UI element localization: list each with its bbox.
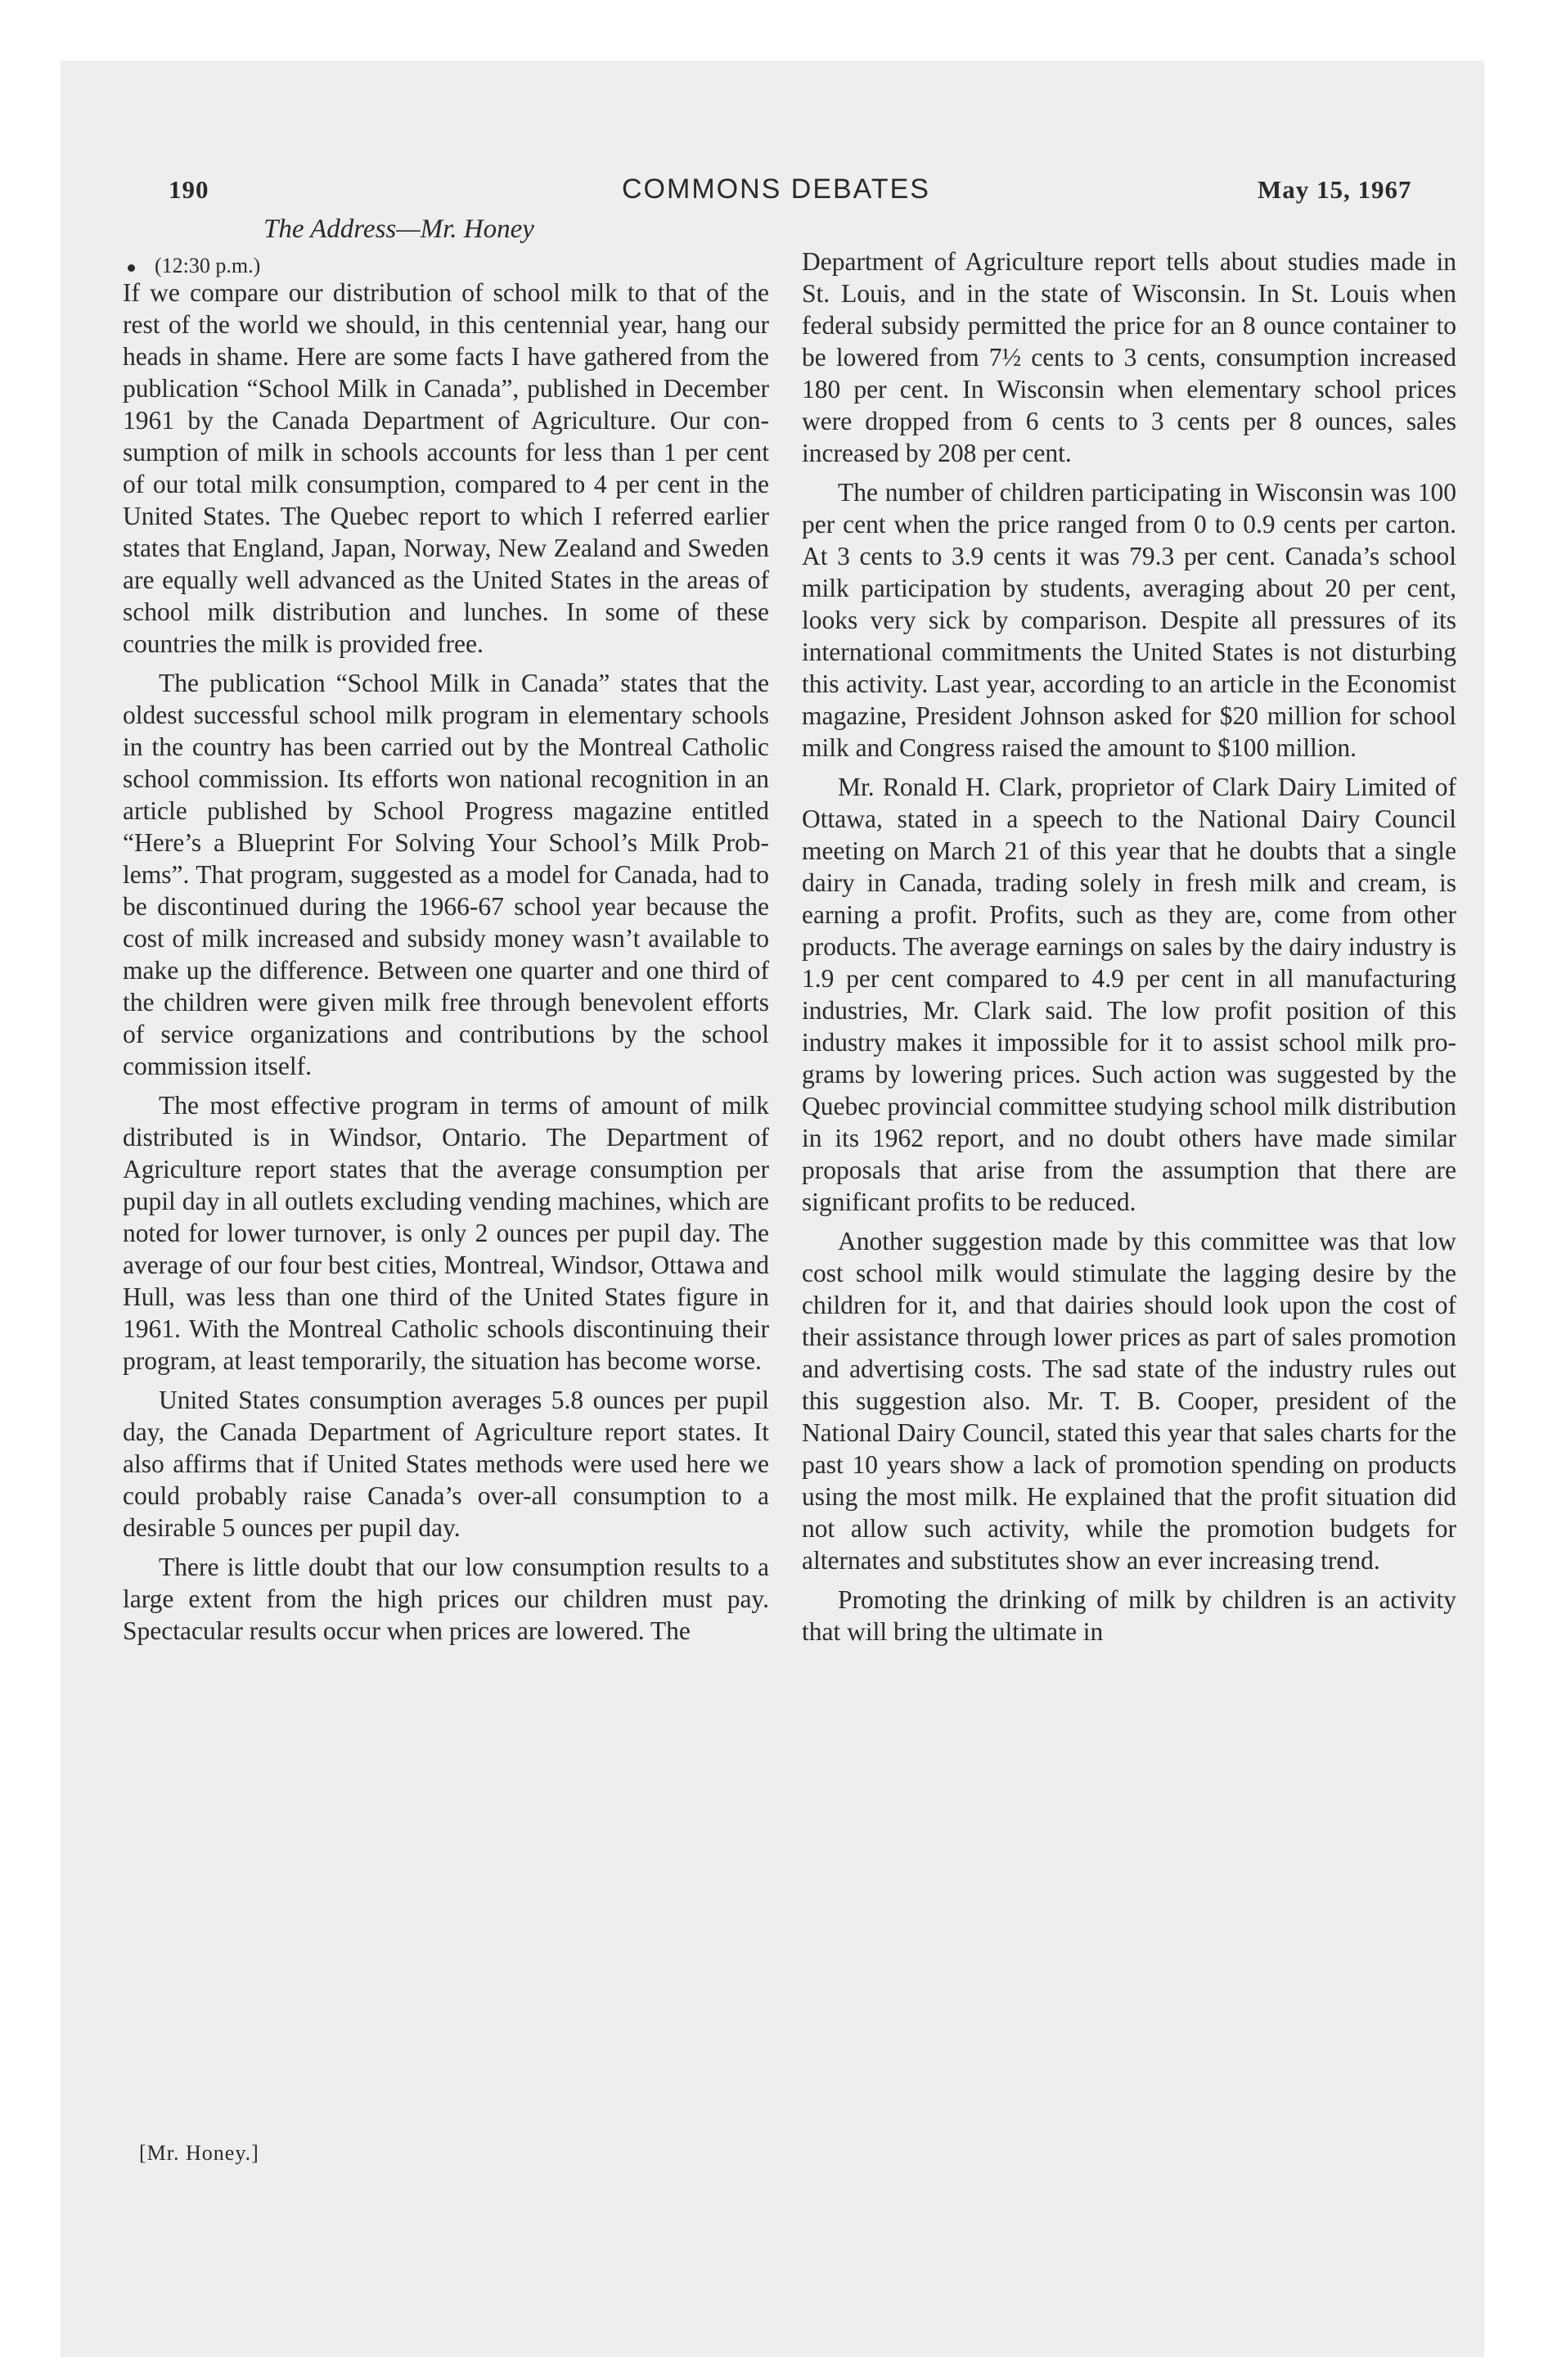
paragraph: If we compare our distribution of school milk to that of the rest of the world we should, in this centennial year, hang our heads in shame. Here are some facts I have gathered from the publication “School Milk in Canada”, published in December 1961 by the Canada Department of Agriculture. Our consumption of milk in schools accounts for less than 1 per cent of our total milk consumption, compared to 4 per cent in the United States. The Quebec report to which I referred earlier states that England, Japan, Norway, New Zealand and Sweden are equally well advanced as the United States in the areas of school milk distribution and lunches. In some of these countries the milk is provided free. [123, 278, 769, 658]
time-stamp [128, 254, 260, 278]
paragraph: Department of Agriculture report tells about studies made in St. Louis, and in the state of Wisconsin. In St. Louis when federal subsidy permitted the price for an 8 ounce container to be lowered from 7½ cents to 3 cents, consumption increased 180 per cent. In Wisconsin when elementary school prices were dropped from 6 cents to 3 cents per 8 ounces, sales increased by 208 per cent. [802, 247, 1456, 467]
paragraph: The most effective program in terms of amount of milk distributed is in Windsor, Ontario. The Department of Agriculture report states that the average consumption per pupil day in all outlets excluding vending machines, which are noted for lower turnover, is only 2 ounces per pupil day. The average of our four best cities, Montreal, Windsor, Ottawa and Hull, was less than one third of the United States figure in 1961. With the Montreal Catholic schools discontinuing their program, at least temporarily, the situation has become worse. [123, 1091, 769, 1375]
running-head: The Address—Mr. Honey [263, 214, 534, 244]
publication-date: May 15, 1967 [1258, 175, 1412, 204]
page-number: 190 [169, 175, 209, 204]
publication-title: COMMONS DEBATES [622, 174, 930, 205]
paragraph: The number of children participating in Wisconsin was 100 per cent when the price ranged from 0 to 0.9 cents per carton. At 3 cents to 3.9 cents it was 79.3 per cent. Canada’s school milk participation by students, averaging about 20 per cent, looks very sick by comparison. Despite all pressures of its international commitments the United States is not disturbing this activity. Last year, according to an article in the Economist magazine, President Johnson asked for $20 million for school milk and Congress raised the amount to $100 million. [802, 478, 1456, 762]
paragraph: Another suggestion made by this committee was that low cost school milk would stimulate the lagging desire by the children for it, and that dairies should look upon the cost of their assistance through lower prices as part of sales promotion and advertising costs. The sad state of the industry rules out this suggestion also. Mr. T. B. Cooper, president of the National Dairy Council, stated this year that sales charts for the past 10 years show a lack of promotion spending on products using the most milk. He explained that the profit situation did not allow such activity, while the promotion budgets for alternates and substitutes show an ever increasing trend. [802, 1227, 1456, 1575]
right-column [802, 246, 1456, 1655]
paragraph: Promoting the drinking of milk by children is an activity that will bring the ultimate in [802, 1585, 1456, 1646]
time-stamp-text: (12:30 p.m.) [155, 254, 261, 277]
paragraph: There is little doubt that our low consumption results to a large extent from the high prices our children must pay. Spectacular results occur when prices are lowered. The [123, 1553, 769, 1645]
left-column [123, 277, 769, 1654]
paragraph: The publication “School Milk in Canada” states that the oldest successful school milk program in elementary schools in the country has been carried out by the Montreal Catholic school commission. Its efforts won national recognition in an article published by School Progress magazine entitled “Here’s a Blueprint For Solving Your School’s Milk Problems”. That program, suggested as a model for Canada, had to be discontinued during the 1966-67 school year because the cost of milk increased and subsidy money wasn’t available to make up the difference. Between one quarter and one third of the children were given milk free through benevolent efforts of service organizations and contributions by the school commission itself. [123, 669, 769, 1080]
bullet-icon [128, 264, 135, 272]
speaker-signature: [Mr. Honey.] [139, 2141, 259, 2165]
paragraph: United States consumption averages 5.8 ounces per pupil day, the Canada Department of Agriculture report states. It also affirms that if United States methods were used here we could probably raise Canada’s over-all consumption to a desirable 5 ounces per pupil day. [123, 1386, 769, 1542]
paragraph: Mr. Ronald H. Clark, proprietor of Clark Dairy Limited of Ottawa, stated in a speech to the National Dairy Council meeting on March 21 of this year that he doubts that a single dairy in Canada, trading solely in fresh milk and cream, is earning a profit. Profits, such as they are, come from other products. The average earnings on sales by the dairy industry is 1.9 per cent compared to 4.9 per cent in all manufacturing industries, Mr. Clark said. The low profit position of this industry makes it impossible for it to assist school milk programs by lowering prices. Such action was suggested by the Quebec provincial committee studying school milk distribution in its 1962 report, and no doubt others have made similar proposals that arise from the assumption that there are significant profits to be reduced. [802, 773, 1456, 1216]
